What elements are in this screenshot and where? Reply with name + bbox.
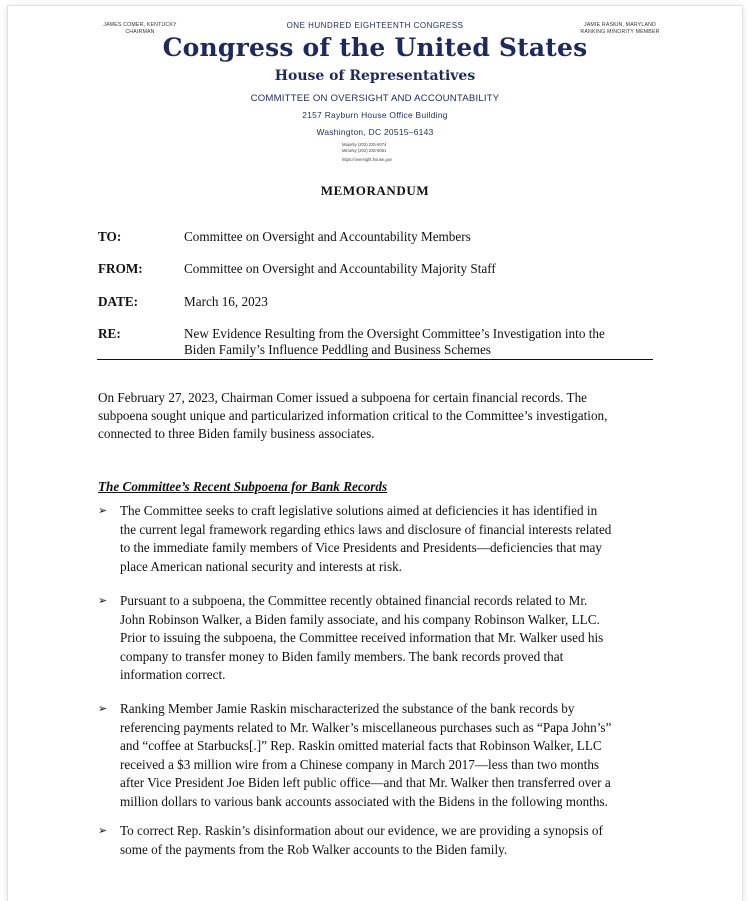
bullet-line: to the immediate family members of Vice Presidents and Presidents—deficiencies that may [120, 540, 603, 556]
bullet-item [98, 502, 663, 576]
arrow-bullet-icon: ➢ [98, 504, 108, 517]
arrow-bullet-icon: ➢ [98, 702, 108, 715]
bullet-text [120, 700, 663, 812]
re-value [184, 326, 605, 358]
bullet-text [120, 822, 663, 859]
bullet-item [98, 700, 663, 812]
re-label: RE: [98, 326, 121, 341]
memo-title: MEMORANDUM [320, 183, 430, 198]
re-line: Biden Family’s Influence Peddling and Business Schemes [184, 342, 491, 357]
bullet-line: referencing payments related to Mr. Walker’s miscellaneous purchases such as “Papa John’s” [120, 719, 612, 735]
bullet-line: Pursuant to a subpoena, the Committee recently obtained financial records related to Mr. [120, 593, 588, 608]
arrow-bullet-icon: ➢ [98, 594, 108, 607]
bullet-item [98, 592, 663, 685]
bullet-line: To correct Rep. Raskin’s disinformation about our evidence, we are providing a synopsis of [120, 823, 603, 838]
bullet-line: and “coffee at Starbucks[.]” Rep. Raskin omitted material facts that Robinson Walker, LLC [120, 738, 602, 754]
bullet-line: Ranking Member Jamie Raskin mischaracterized the substance of the bank records by [120, 701, 575, 716]
date-label: DATE: [98, 294, 139, 309]
address-line-1: 2157 Rayburn House Office Building [302, 110, 448, 120]
from-label: FROM: [98, 261, 143, 276]
intro-paragraph [98, 389, 658, 443]
committee-name: COMMITTEE ON OVERSIGHT AND ACCOUNTABILITY [250, 93, 500, 104]
chairman-title: CHAIRMAN [125, 29, 155, 35]
phone-majority: Majority (202) 225-5074 [342, 142, 387, 147]
header-divider [97, 359, 653, 360]
ranking-member-title: RANKING MINORITY MEMBER [580, 29, 660, 35]
intro-line: On February 27, 2023, Chairman Comer issued a subpoena for certain financial records. The [98, 390, 588, 405]
bullet-line: company to transfer money to Biden family members. The bank records proved that [120, 648, 564, 664]
to-label: TO: [98, 229, 122, 244]
bullet-text [120, 592, 663, 685]
bullet-line: million dollars to various bank accounts associated with the Bidens in the following months. [120, 793, 608, 809]
bullet-text [120, 502, 663, 576]
phone-numbers [342, 142, 386, 154]
website: https://oversight.house.gov [342, 157, 393, 162]
bullet-line: received a $3 million wire from a Chinese company in March 2017—less than two months [120, 756, 600, 772]
intro-line: connected to three Biden family business associates. [98, 426, 375, 441]
bullet-item [98, 822, 663, 859]
section-heading: The Committee’s Recent Subpoena for Bank Records [98, 479, 388, 494]
arrow-bullet-icon: ➢ [98, 824, 108, 837]
ranking-member-name: JAMIE RASKIN, MARYLAND [583, 22, 657, 28]
bullet-line: information correct. [120, 667, 226, 683]
congress-title: Congress of the United States [162, 33, 588, 62]
congress-number: ONE HUNDRED EIGHTEENTH CONGRESS [286, 21, 464, 30]
house-title: House of Representatives [274, 68, 476, 84]
bullet-line: John Robinson Walker, a Biden family associate, and his company Robinson Walker, LLC. [120, 611, 600, 627]
to-value: Committee on Oversight and Accountability Members [184, 229, 471, 244]
bullet-line: Prior to issuing the subpoena, the Committee received information that Mr. Walker used his [120, 630, 604, 646]
bullet-line: The Committee seeks to craft legislative solutions aimed at deficiencies it has identified in [120, 503, 598, 518]
bullet-line: after Vice President Joe Biden left public office—and that Mr. Walker then transferred over a [120, 775, 611, 791]
bullet-line: some of the payments from the Rob Walker accounts to the Biden family. [120, 841, 508, 857]
bullet-line: place American national security and interests at risk. [120, 558, 402, 574]
intro-line: subpoena sought unique and particularized information critical to the Committee’s investigation, [98, 408, 608, 423]
bullet-line: the current legal framework regarding ethics laws and disclosure of financial interests related [120, 521, 612, 537]
from-value: Committee on Oversight and Accountability Majority Staff [184, 261, 496, 276]
address-line-2: Washington, DC 20515–6143 [316, 127, 434, 137]
chairman-name: JAMES COMER, KENTUCKY [103, 22, 177, 28]
re-line: New Evidence Resulting from the Oversight Committee’s Investigation into the [184, 326, 605, 341]
phone-minority: Minority (202) 225-5051 [342, 148, 387, 153]
date-value: March 16, 2023 [184, 294, 268, 309]
